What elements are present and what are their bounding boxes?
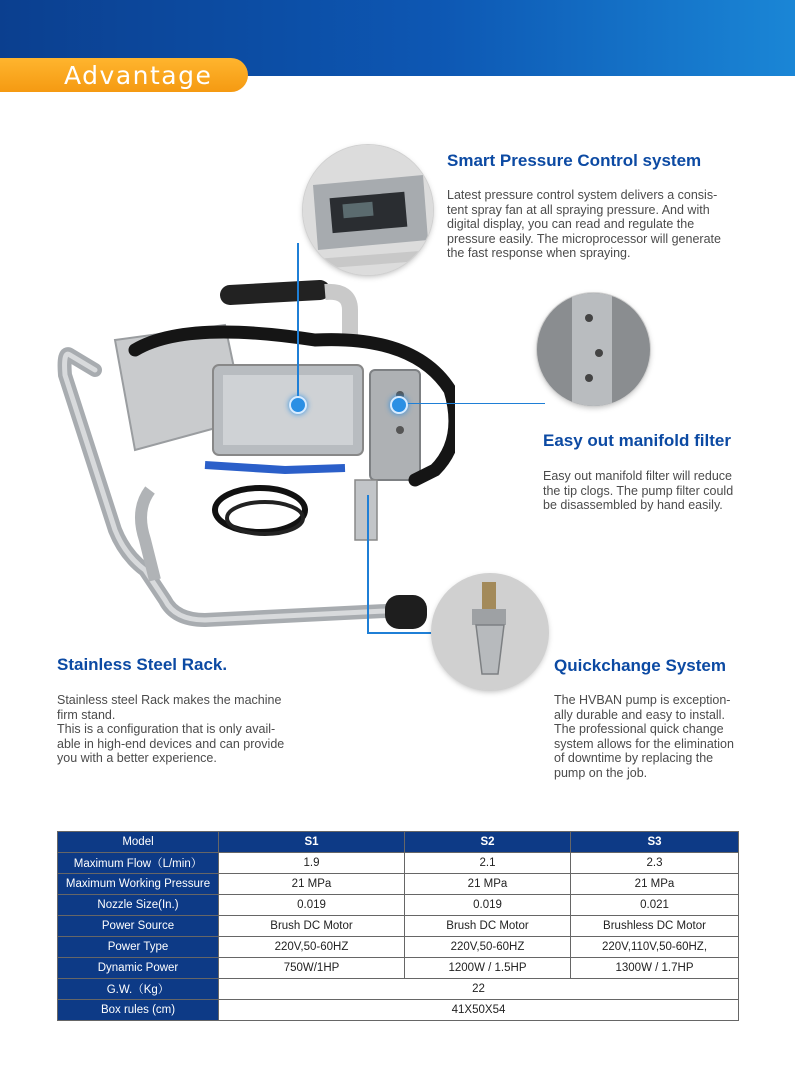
table-cell: 21 MPa [405,874,571,895]
table-row [58,979,739,1000]
table-cell: 0.021 [571,895,739,916]
table-cell: 0.019 [405,895,571,916]
quickchange-text: The HVBAN pump is exception- ally durable and easy to install. The professional quick change system allows for the elimination of downtime by replacing the pump on the job. [554,693,734,780]
hotspot-dot [289,396,307,414]
table-cell: 220V,50-60HZ [405,937,571,958]
smart-pressure-title: Smart Pressure Control system [447,151,702,170]
section-title: Advantage [64,61,213,90]
table-cell: 21 MPa [219,874,405,895]
row-label: Power Source [58,916,219,937]
hotspot-dot [390,396,408,414]
connector-line [297,243,299,403]
row-label: Power Type [58,937,219,958]
sprayer-product-image [55,280,455,650]
manifold-filter-text: Easy out manifold filter will reduce the tip clogs. The pump filter could be disassembled by hand easily. [543,469,734,513]
manifold-filter-closeup-image [537,293,650,406]
row-label: Box rules (cm) [58,1000,219,1021]
table-cell: Brush DC Motor [405,916,571,937]
table-cell: 41X50X54 [219,1000,739,1021]
row-label: Maximum Flow（L/min） [58,853,219,874]
table-cell: 21 MPa [571,874,739,895]
table-row [58,958,739,979]
table-row [58,1000,739,1021]
table-cell: 220V,110V,50-60HZ, [571,937,739,958]
table-cell: 1300W / 1.7HP [571,958,739,979]
table-cell: 1200W / 1.5HP [405,958,571,979]
table-row [58,874,739,895]
row-label: Maximum Working Pressure [58,874,219,895]
connector-line [367,632,439,634]
steel-rack-text: Stainless steel Rack makes the machine firm stand. This is a configuration that is only avail- able in high-end devices and can provide you with a better experience. [57,693,285,766]
header-cell: S3 [571,832,739,853]
table-cell: 1.9 [219,853,405,874]
table-row [58,937,739,958]
connector-line [400,403,545,404]
header-cell: S2 [405,832,571,853]
manifold-filter-title: Easy out manifold filter [543,431,731,450]
header-cell: S1 [219,832,405,853]
connector-line [367,495,369,633]
table-header-row [58,832,739,853]
table-row [58,895,739,916]
spec-table [57,831,739,1021]
row-label: Nozzle Size(In.) [58,895,219,916]
section-badge [0,58,248,92]
table-row [58,916,739,937]
smart-pressure-text: Latest pressure control system delivers a consis- tent spray fan at all spraying pressure. And with digital display, you can read and regulate the pressure easily. The microprocessor will generate the fast response when spraying. [447,188,721,261]
pressure-display-closeup-image [303,145,433,275]
table-cell: 2.1 [405,853,571,874]
table-cell: Brush DC Motor [219,916,405,937]
header-cell: Model [58,832,219,853]
table-cell: 22 [219,979,739,1000]
quickchange-pump-closeup-image [432,574,548,690]
row-label: G.W.（Kg） [58,979,219,1000]
table-cell: 220V,50-60HZ [219,937,405,958]
table-cell: 2.3 [571,853,739,874]
table-cell: 0.019 [219,895,405,916]
quickchange-title: Quickchange System [554,656,726,675]
table-row [58,853,739,874]
table-cell: 750W/1HP [219,958,405,979]
steel-rack-title: Stainless Steel Rack. [57,655,228,674]
table-cell: Brushless DC Motor [571,916,739,937]
row-label: Dynamic Power [58,958,219,979]
